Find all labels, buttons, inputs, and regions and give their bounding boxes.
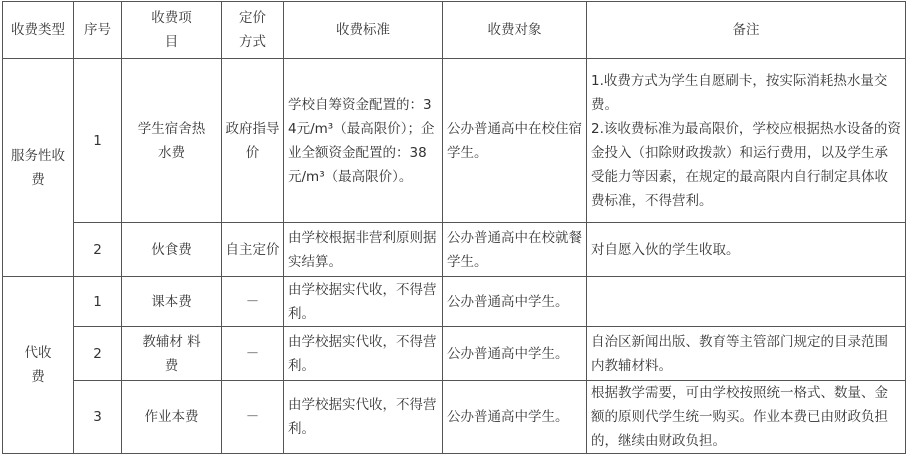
- header-target: 收费对象: [443, 2, 587, 59]
- table-row: [3, 223, 906, 277]
- header-remarks: 备注: [587, 2, 906, 59]
- row-target: 公办普通高中学生。: [443, 381, 587, 454]
- row-item: 课本费: [122, 277, 222, 327]
- header-pricing: 定价方式: [222, 2, 284, 59]
- row-target: 公办普通高中学生。: [443, 277, 587, 327]
- row-remarks: [587, 59, 906, 223]
- header-item: 收费项目: [122, 2, 222, 59]
- row-standard: 由学校根据非营利原则据实结算。: [284, 223, 443, 277]
- row-remarks: [587, 277, 906, 327]
- row-target: 公办普通高中在校就餐学生。: [443, 223, 587, 277]
- table-row: [3, 327, 906, 381]
- table-row: [3, 381, 906, 454]
- row-remarks: 自治区新闻出版、教育等主管部门规定的目录范围内教辅材料。: [587, 327, 906, 381]
- group-type-cell: 代收费: [3, 277, 74, 454]
- row-no: 2: [74, 327, 122, 381]
- table-row: [3, 277, 906, 327]
- row-pricing: 自主定价: [222, 223, 284, 277]
- row-no: 3: [74, 381, 122, 454]
- header-no: 序号: [74, 2, 122, 59]
- table-row: [3, 59, 906, 223]
- row-pricing: －: [222, 327, 284, 381]
- row-pricing: －: [222, 381, 284, 454]
- row-item: 学生宿舍热水费: [122, 59, 222, 223]
- remark-line: 2.该收费标准为最高限价，学校应根据热水设备的资金投入（扣除财政拨款）和运行费用，以及学生承受能力等因素，在规定的最高限内自行制定具体收费标准，不得营利。: [591, 120, 901, 209]
- row-remarks: 根据教学需要，可由学校按照统一格式、数量、金额的原则代学生统一购买。作业本费已由财政负担的，继续由财政负担。: [587, 381, 906, 454]
- row-no: 1: [74, 277, 122, 327]
- header-standard: 收费标准: [284, 2, 443, 59]
- header-type: 收费类型: [3, 2, 74, 59]
- row-target: 公办普通高中在校住宿学生。: [443, 59, 587, 223]
- remark-line: 1.收费方式为学生自愿刷卡，按实际消耗热水量交费。: [591, 72, 888, 113]
- row-item: 教辅材 料费: [122, 327, 222, 381]
- row-pricing: 政府指导价: [222, 59, 284, 223]
- row-item: 伙食费: [122, 223, 222, 277]
- group-type-cell: 服务性收费: [3, 59, 74, 277]
- row-item: 作业本费: [122, 381, 222, 454]
- row-no: 1: [74, 59, 122, 223]
- row-standard: 学校自筹资金配置的：34元/m³（最高限价）；企业全额资金配置的：38元/m³（最高限价）。: [284, 59, 443, 223]
- row-remarks: 对自愿入伙的学生收取。: [587, 223, 906, 277]
- row-no: 2: [74, 223, 122, 277]
- header-row: [3, 2, 906, 59]
- row-pricing: －: [222, 277, 284, 327]
- row-standard: 由学校据实代收，不得营利。: [284, 327, 443, 381]
- row-standard: 由学校据实代收，不得营利。: [284, 277, 443, 327]
- fee-table: [2, 1, 906, 454]
- row-standard: 由学校据实代收，不得营利。: [284, 381, 443, 454]
- row-target: 公办普通高中学生。: [443, 327, 587, 381]
